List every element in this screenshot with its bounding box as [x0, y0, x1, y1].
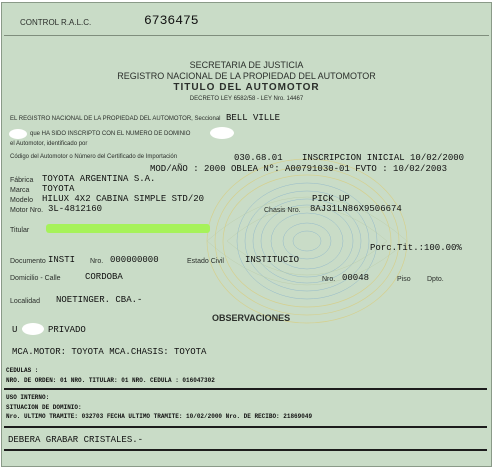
documento-nro-label: Nro. [90, 258, 104, 265]
cedulas-label: CEDULAS : [6, 367, 39, 374]
fabrica-value: TOYOTA ARGENTINA S.A. [42, 174, 156, 184]
redaction [210, 127, 234, 139]
domicilio-label: Domicilio - Calle [10, 275, 61, 282]
divider [4, 35, 489, 36]
control-number: 6736475 [144, 13, 199, 28]
control-label: CONTROL R.A.L.C. [20, 18, 92, 27]
security-seal [202, 153, 412, 328]
chasis-value: 8AJ31LN86X9506674 [310, 204, 402, 214]
marca-label: Marca [10, 187, 30, 194]
titular-label: Titular [10, 227, 30, 234]
registry-line: REGISTRO NACIONAL DE LA PROPIEDAD DEL AUTOMOTOR [117, 71, 376, 81]
dpto-label: Dpto. [427, 276, 444, 283]
piso-label: Piso [397, 276, 411, 283]
ministry-line: SECRETARIA DE JUSTICIA [189, 60, 304, 70]
redaction [22, 323, 44, 335]
chasis-label: Chasis Nro. [264, 207, 301, 214]
redaction [9, 129, 27, 139]
codigo-value: 030.68.01 [234, 153, 283, 163]
uso-interno-label: USO INTERNO: [6, 394, 50, 401]
marca-value: TOYOTA [42, 184, 75, 194]
tramite-line: Nro. ULTIMO TRAMITE: 032703 FECHA ULTIMO TRAMITE: 10/02/2000 Nro. DE RECIBO: 21869049 [6, 413, 313, 420]
vehicle-title-document: CONTROL R.A.L.C. 6736475 SECRETARIA DE JUSTICIA REGISTRO NACIONAL DE LA PROPIEDAD DEL AUTOMOTOR TITULO DEL AUTOMOTOR DECRETO LEY 6582/58 - LEY Nro. 14467 EL REGISTRO NACIONAL DE LA PROPIEDAD DEL AUTOMOTOR, Seccional BELL VILLE que HA SIDO INSCRIPTO CON EL NUMERO DE DOMINIO el Automotor, identificado por Código del Automotor o Número del Certificado de Importación 030.68.01 INSCRIPCION INICIAL 10/02/2000 MOD/AÑO : 2000 OBLEA Nº: A00791030-01 FVTO : 10/02/2003 Fábrica TOYOTA ARGENTINA S.A. Marca TOYOTA Modelo HILUX 4X2 CABINA SIMPLE STD/20 PICK UP Motor Nro. 3L-4812160 Chasis Nro. 8AJ31LN86X9506674 Titular Porc.Tit.:100.00% Documento INSTI Nro. 000000000 Estado Civil INSTITUCIO Domicilio - Calle CORDOBA Nro. 00048 Piso Dpto. Localidad NOETINGER. CBA.- OBSERVACIONES U PRIVADO MCA.MOTOR: TOYOTA MCA.CHASIS: TOYOTA CEDULAS : NRO. DE ORDEN: 01 NRO. TITULAR: 01 NRO. CEDULA : 016047302 USO INTERNO: SITUACION DE DOMINIO: Nro. ULTIMO TRAMITE: 032703 FECHA ULTIMO TRAMITE: 10/02/2000 Nro. DE RECIBO: 21869049 DEBERA GRABAR CRISTALES.- [1, 2, 492, 467]
footer-note: DEBERA GRABAR CRISTALES.- [8, 435, 144, 445]
localidad-value: NOETINGER. CBA.- [56, 295, 143, 305]
decree-line: DECRETO LEY 6582/58 - LEY Nro. 14467 [189, 96, 304, 102]
estado-civil-label: Estado Civil [187, 258, 224, 265]
porcentaje-titular: Porc.Tit.:100.00% [370, 243, 462, 253]
separator [4, 388, 487, 390]
domicilio-calle: CORDOBA [85, 272, 123, 282]
modelo-value: HILUX 4X2 CABINA SIMPLE STD/20 [42, 194, 205, 204]
fabrica-label: Fábrica [10, 177, 34, 184]
dominio-label: que HA SIDO INSCRIPTO CON EL NUMERO DE DOMINIO [30, 131, 191, 137]
situacion-label: SITUACION DE DOMINIO: [6, 404, 82, 411]
domicilio-nro: 00048 [342, 273, 370, 283]
tipo-value: PICK UP [312, 194, 350, 204]
documento-type: INSTI [48, 255, 76, 265]
estado-civil-value: INSTITUCIO [245, 255, 300, 265]
cedulas-line: NRO. DE ORDEN: 01 NRO. TITULAR: 01 NRO. CEDULA : 016047302 [6, 377, 215, 384]
domicilio-nro-label: Nro. [322, 276, 336, 283]
motor-label: Motor Nro. [10, 207, 44, 214]
registry-label: EL REGISTRO NACIONAL DE LA PROPIEDAD DEL AUTOMOTOR, Seccional [10, 116, 221, 122]
uso-value: PRIVADO [48, 325, 86, 335]
codigo-label: Código del Automotor o Número del Certificado de Importación [10, 154, 178, 160]
localidad-label: Localidad [10, 298, 40, 305]
documento-nro: 000000000 [110, 255, 159, 265]
documento-label: Documento [10, 258, 46, 265]
model-year-line: MOD/AÑO : 2000 OBLEA Nº: A00791030-01 FVTO : 10/02/2003 [150, 164, 448, 174]
modelo-label: Modelo [10, 197, 33, 204]
identified-label: el Automotor, identificado por [10, 141, 88, 147]
inscripcion-value: INSCRIPCION INICIAL 10/02/2000 [302, 153, 465, 163]
separator [4, 449, 487, 451]
registry-value: BELL VILLE [226, 113, 281, 123]
document-title: TITULO DEL AUTOMOTOR [173, 82, 320, 93]
motor-value: 3L-4812160 [48, 204, 103, 214]
titular-highlight [46, 224, 210, 233]
observaciones-title: OBSERVACIONES [212, 313, 291, 323]
marcas-line: MCA.MOTOR: TOYOTA MCA.CHASIS: TOYOTA [12, 347, 207, 357]
separator [4, 426, 487, 428]
